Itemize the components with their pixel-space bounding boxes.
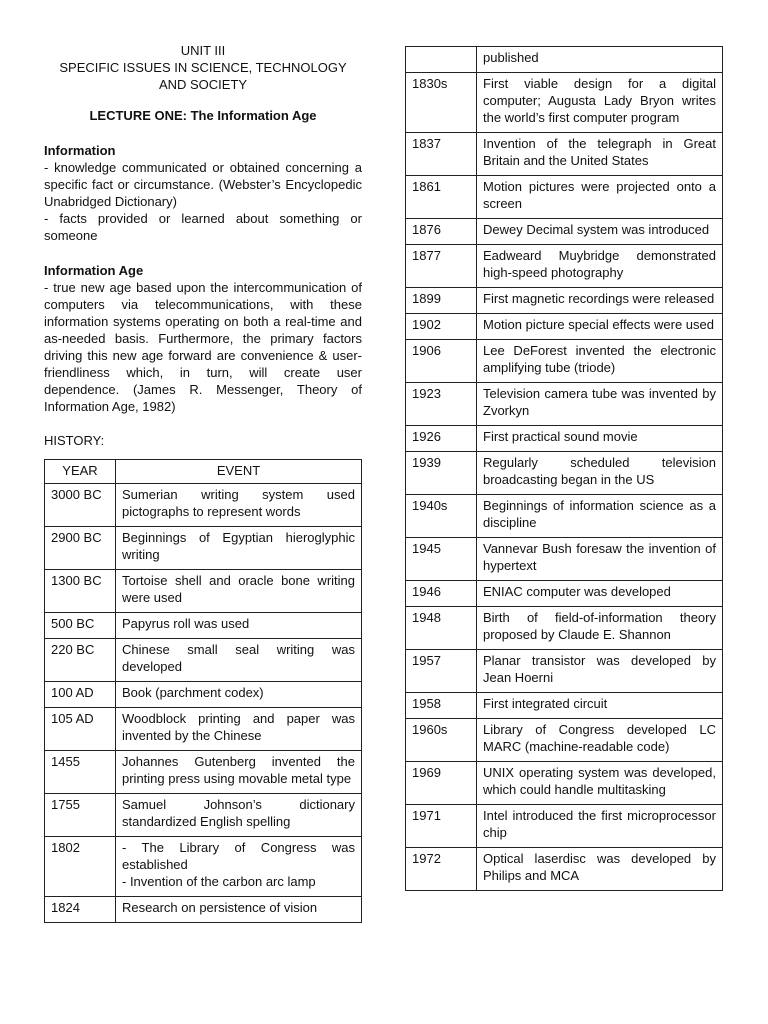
year-cell: 1923 [406, 383, 477, 426]
year-cell: 1877 [406, 245, 477, 288]
event-cell: Samuel Johnson’s dictionary standardized English spelling [116, 794, 362, 837]
year-cell: 1972 [406, 848, 477, 891]
year-cell: 3000 BC [45, 484, 116, 527]
event-cell: First viable design for a digital computer; Augusta Lady Bryon writes the world’s first computer program [477, 73, 723, 133]
information-definition-1: - knowledge communicated or obtained concerning a specific fact or circumstance. (Webster’s Encyclopedic Unabridged Dictionary) [44, 160, 362, 209]
year-cell: 1755 [45, 794, 116, 837]
history-table-right [405, 46, 723, 891]
table-row [406, 719, 723, 762]
year-cell: 1958 [406, 693, 477, 719]
table-row [406, 176, 723, 219]
right-column [405, 46, 723, 891]
year-cell: 500 BC [45, 613, 116, 639]
year-cell: 100 AD [45, 682, 116, 708]
table-row [406, 426, 723, 452]
event-cell: Book (parchment codex) [116, 682, 362, 708]
year-cell: 1802 [45, 837, 116, 897]
year-cell: 1455 [45, 751, 116, 794]
year-cell: 1940s [406, 495, 477, 538]
table-row [406, 219, 723, 245]
event-cell: Intel introduced the first microprocessor chip [477, 805, 723, 848]
table-row [406, 848, 723, 891]
event-cell: Beginnings of Egyptian hieroglyphic writing [116, 527, 362, 570]
table-row [406, 288, 723, 314]
event-cell: Eadweard Muybridge demonstrated high-speed photography [477, 245, 723, 288]
event-cell: Research on persistence of vision [116, 897, 362, 923]
document-header [44, 42, 362, 93]
year-cell: 1957 [406, 650, 477, 693]
event-cell: Chinese small seal writing was developed [116, 639, 362, 682]
table-row [45, 708, 362, 751]
year-cell: 2900 BC [45, 527, 116, 570]
table-row [45, 570, 362, 613]
year-cell: 1971 [406, 805, 477, 848]
unit-title-line2: AND SOCIETY [158, 77, 248, 92]
year-cell: 1300 BC [45, 570, 116, 613]
year-cell: 220 BC [45, 639, 116, 682]
table-row [406, 383, 723, 426]
event-cell: Papyrus roll was used [116, 613, 362, 639]
table-row [45, 527, 362, 570]
table-row [406, 495, 723, 538]
table-row [406, 762, 723, 805]
table-row [406, 693, 723, 719]
year-cell [406, 47, 477, 73]
event-cell: UNIX operating system was developed, which could handle multitasking [477, 762, 723, 805]
table-row [45, 484, 362, 527]
year-cell: 1946 [406, 581, 477, 607]
event-cell: published [477, 47, 723, 73]
year-cell: 1939 [406, 452, 477, 495]
event-cell: Woodblock printing and paper was invented by the Chinese [116, 708, 362, 751]
event-cell: ENIAC computer was developed [477, 581, 723, 607]
history-table-left [44, 459, 362, 923]
information-term: Information [44, 143, 116, 158]
event-cell: Optical laserdisc was developed by Philips and MCA [477, 848, 723, 891]
event-cell: Tortoise shell and oracle bone writing were used [116, 570, 362, 613]
table-row [45, 897, 362, 923]
table-row [406, 607, 723, 650]
event-cell [116, 837, 362, 897]
lecture-title: LECTURE ONE: The Information Age [89, 108, 317, 123]
table-row [406, 581, 723, 607]
year-cell: 1902 [406, 314, 477, 340]
event-cell: Television camera tube was invented by Zvorkyn [477, 383, 723, 426]
event-cell: Vannevar Bush foresaw the invention of hypertext [477, 538, 723, 581]
table-row [406, 452, 723, 495]
event-cell: Johannes Gutenberg invented the printing press using movable metal type [116, 751, 362, 794]
table-row [45, 613, 362, 639]
event-line: - The Library of Congress was established [122, 840, 355, 872]
event-cell: First magnetic recordings were released [477, 288, 723, 314]
left-column [44, 42, 362, 923]
table-row [45, 682, 362, 708]
table-row [45, 837, 362, 897]
event-column-header: EVENT [116, 460, 362, 484]
year-cell: 1861 [406, 176, 477, 219]
event-cell: Motion pictures were projected onto a screen [477, 176, 723, 219]
table-row [406, 538, 723, 581]
event-cell: Invention of the telegraph in Great Britain and the United States [477, 133, 723, 176]
event-cell: First integrated circuit [477, 693, 723, 719]
table-row [406, 73, 723, 133]
event-cell: Motion picture special effects were used [477, 314, 723, 340]
event-cell: Lee DeForest invented the electronic amplifying tube (triode) [477, 340, 723, 383]
table-row [406, 133, 723, 176]
table-row [45, 639, 362, 682]
event-line: - Invention of the carbon arc lamp [122, 874, 316, 889]
year-cell: 1960s [406, 719, 477, 762]
event-cell: Library of Congress developed LC MARC (machine-readable code) [477, 719, 723, 762]
history-label: HISTORY: [44, 433, 105, 448]
year-cell: 1899 [406, 288, 477, 314]
table-row [45, 751, 362, 794]
year-cell: 1945 [406, 538, 477, 581]
year-cell: 1876 [406, 219, 477, 245]
information-age-term: Information Age [44, 263, 144, 278]
event-cell: Birth of field-of-information theory proposed by Claude E. Shannon [477, 607, 723, 650]
year-cell: 1824 [45, 897, 116, 923]
year-column-header: YEAR [45, 460, 116, 484]
table-row [406, 340, 723, 383]
event-cell: First practical sound movie [477, 426, 723, 452]
year-cell: 1926 [406, 426, 477, 452]
year-cell: 105 AD [45, 708, 116, 751]
table-row [45, 794, 362, 837]
table-row [406, 47, 723, 73]
table-row [406, 314, 723, 340]
event-cell: Dewey Decimal system was introduced [477, 219, 723, 245]
year-cell: 1837 [406, 133, 477, 176]
event-cell: Regularly scheduled television broadcasting began in the US [477, 452, 723, 495]
year-cell: 1969 [406, 762, 477, 805]
table-row [406, 805, 723, 848]
year-cell: 1830s [406, 73, 477, 133]
information-age-definition: - true new age based upon the intercommunication of computers via telecommunications, with these information systems operating on both a real-time and as-needed basis. Furthermore, the primary factors driving this new age forward are convenience & user-friendliness which, in turn, will create user dependence. (James R. Messenger, Theory of Information Age, 1982) [44, 280, 362, 414]
unit-title-line1: SPECIFIC ISSUES IN SCIENCE, TECHNOLOGY [59, 60, 347, 75]
year-cell: 1948 [406, 607, 477, 650]
event-cell: Planar transistor was developed by Jean Hoerni [477, 650, 723, 693]
unit-label: UNIT III [180, 43, 226, 58]
information-definition-2: - facts provided or learned about something or someone [44, 211, 362, 243]
year-cell: 1906 [406, 340, 477, 383]
table-row [406, 245, 723, 288]
event-cell: Beginnings of information science as a discipline [477, 495, 723, 538]
table-header-row [45, 460, 362, 484]
event-cell: Sumerian writing system used pictographs to represent words [116, 484, 362, 527]
table-row [406, 650, 723, 693]
